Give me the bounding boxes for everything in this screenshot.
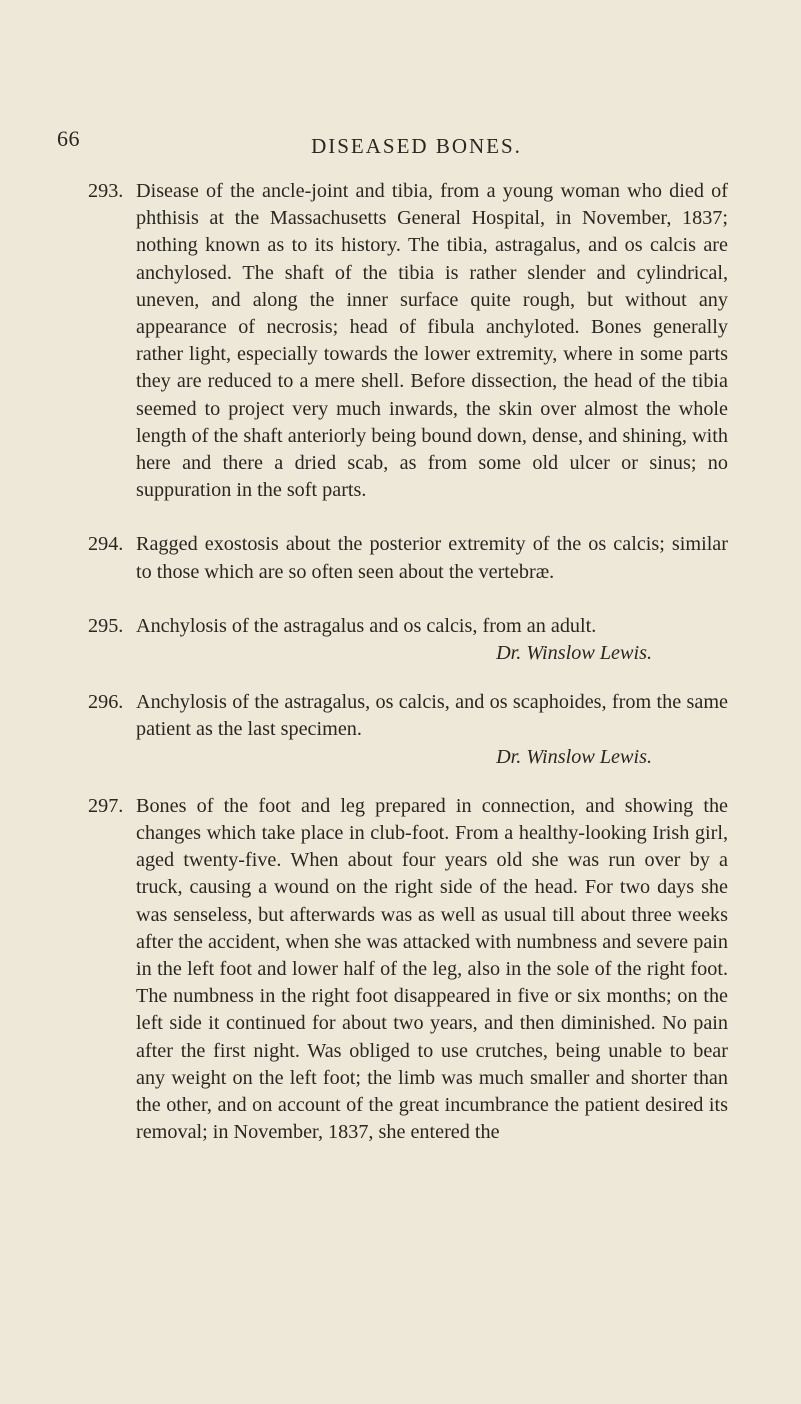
entry-294	[88, 531, 728, 585]
entry-text: Disease of the ancle-joint and tibia, from a young woman who died of phthisis at the Massachusetts General Hospital, in November, 1837; nothing known as to its history. The tibia, astragalus, and os calcis are anchylosed. The shaft of the tibia is rather slender and cylindrical, uneven, and along the inner surface quite rough, but without any appearance of necrosis; head of fibula anchyloted. Bones generally rather light, especially towards the lower extremity, where in some parts they are reduced to a mere shell. Before dissection, the head of the tibia seemed to project very much inwards, the skin over almost the whole length of the shaft anteriorly being bound down, dense, and shining, with here and there a dried scab, as from some old ulcer or sinus; no suppuration in the soft parts.	[136, 180, 728, 502]
entry-293	[88, 178, 728, 504]
entry-text: Bones of the foot and leg prepared in connection, and showing the changes which take place in club-foot. From a healthy-looking Irish girl, aged twenty-five. When about four years old she was run over by a truck, causing a wound on the right side of the head. For two days she was senseless, but afterwards was as well as usual till about three weeks after the accident, when she was attacked with numbness and severe pain in the left foot and lower half of the leg, also in the sole of the right foot. The numbness in the right foot disappeared in five or six months; on the left side it continued for about two years, and then diminished. No pain after the first night. Was obliged to use crutches, being unable to bear any weight on the left foot; the limb was much smaller and shorter than the other, and on account of the great incumbrance the patient desired its removal; in November, 1837, she entered the	[136, 794, 728, 1144]
page-number: 66	[57, 126, 80, 151]
entry-number: 297.	[88, 794, 124, 817]
entry-295	[88, 613, 728, 667]
entry-297	[88, 793, 728, 1147]
entry-number: 295.	[88, 614, 124, 637]
entry-text: Anchylosis of the astragalus, os calcis, and os scaphoides, from the same patient as the last specimen.	[136, 691, 728, 741]
entry-number: 294.	[88, 533, 124, 556]
entry-number: 296.	[88, 691, 124, 714]
entry-296	[88, 689, 728, 771]
running-head: DISEASED BONES.	[311, 134, 522, 158]
entry-attribution: Dr. Winslow Lewis.	[496, 745, 652, 768]
entry-attribution: Dr. Winslow Lewis.	[496, 642, 652, 665]
entry-number: 293.	[88, 180, 124, 202]
entry-text: Ragged exostosis about the posterior extremity of the os calcis; similar to those which are so often seen about the vertebræ.	[136, 533, 728, 583]
entries-list	[88, 178, 728, 1174]
entry-text: Anchylosis of the astragalus and os calcis, from an adult.	[136, 614, 597, 637]
